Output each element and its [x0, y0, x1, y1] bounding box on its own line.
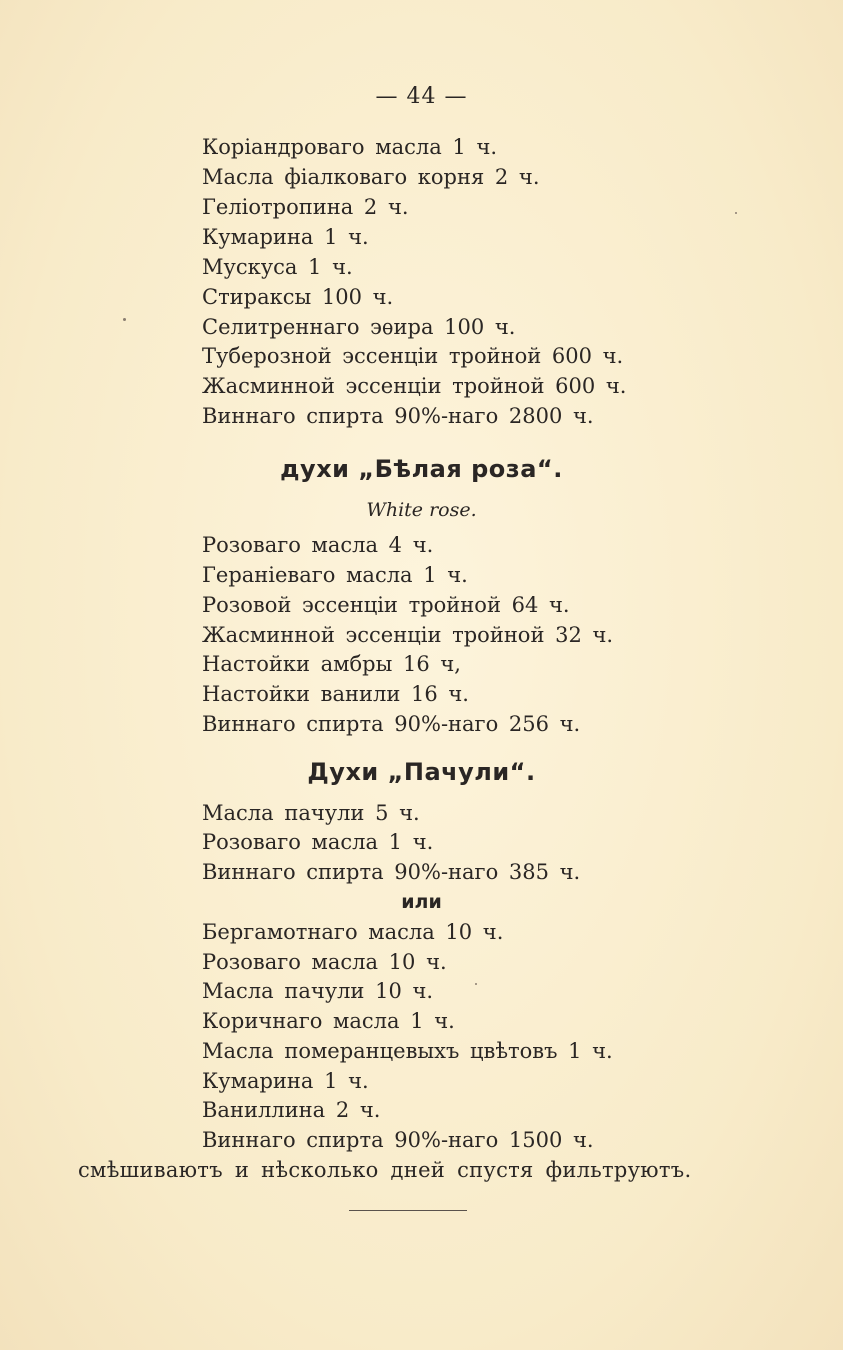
ingredient-line: Розоваго масла 1 ч.: [202, 830, 434, 854]
ingredient-line: Масла пачули 5 ч.: [202, 801, 420, 825]
ingredient-line: Настойки амбры 16 ч,: [202, 652, 461, 676]
ingredient-line: Виннаго спирта 90%-наго 256 ч.: [202, 712, 581, 736]
ingredient-line: Виннаго спирта 90%-наго 1500 ч.: [202, 1128, 594, 1152]
ingredient-line: Коріандроваго масла 1 ч.: [202, 135, 497, 159]
ingredient-line: Стираксы 100 ч.: [202, 285, 394, 309]
ingredient-line: Виннаго спирта 90%-наго 385 ч.: [202, 860, 581, 884]
instruction-line: смѣшиваютъ и нѣсколько дней спустя фильтруютъ.: [78, 1158, 692, 1182]
ingredient-line: Кумарина 1 ч.: [202, 1069, 369, 1093]
ingredient-line: Жасминной эссенціи тройной 32 ч.: [202, 623, 614, 647]
ingredient-line: Ваниллина 2 ч.: [202, 1098, 381, 1122]
recipe-subtitle: White rose.: [366, 499, 477, 521]
ingredient-line: Геліотропина 2 ч.: [202, 195, 409, 219]
ingredient-line: Туберозной эссенціи тройной 600 ч.: [202, 344, 624, 368]
ingredient-line: Розоваго масла 10 ч.: [202, 950, 447, 974]
ingredient-line: Бергамотнаго масла 10 ч.: [202, 920, 504, 944]
ingredient-line: Коричнаго масла 1 ч.: [202, 1009, 455, 1033]
ingredient-line: Гераніеваго масла 1 ч.: [202, 563, 468, 587]
ingredient-line: Мускуса 1 ч.: [202, 255, 353, 279]
ingredient-line: Масла померанцевыхъ цвѣтовъ 1 ч.: [202, 1039, 613, 1063]
ingredient-line: Розоваго масла 4 ч.: [202, 533, 434, 557]
recipe-title-patchouli: Духи „Пачули“.: [307, 758, 536, 786]
page-number: — 44 —: [375, 84, 468, 109]
paper-speck: [123, 318, 126, 321]
ingredient-line: Виннаго спирта 90%-наго 2800 ч.: [202, 404, 594, 428]
ingredient-line: Селитреннаго эѳира 100 ч.: [202, 315, 516, 339]
ingredient-line: Масла пачули 10 ч.: [202, 979, 434, 1003]
paper-speck: [475, 983, 477, 985]
ingredient-line: Кумарина 1 ч.: [202, 225, 369, 249]
end-rule-divider: [349, 1210, 467, 1211]
ingredient-line: Настойки ванили 16 ч.: [202, 682, 469, 706]
ingredient-line: Розовой эссенціи тройной 64 ч.: [202, 593, 570, 617]
or-separator: или: [401, 891, 442, 913]
ingredient-line: Жасминной эссенціи тройной 600 ч.: [202, 374, 627, 398]
recipe-title-white-rose: духи „Бѣлая роза“.: [280, 455, 563, 483]
ingredient-line: Масла фіалковаго корня 2 ч.: [202, 165, 540, 189]
paper-speck: [735, 212, 737, 214]
